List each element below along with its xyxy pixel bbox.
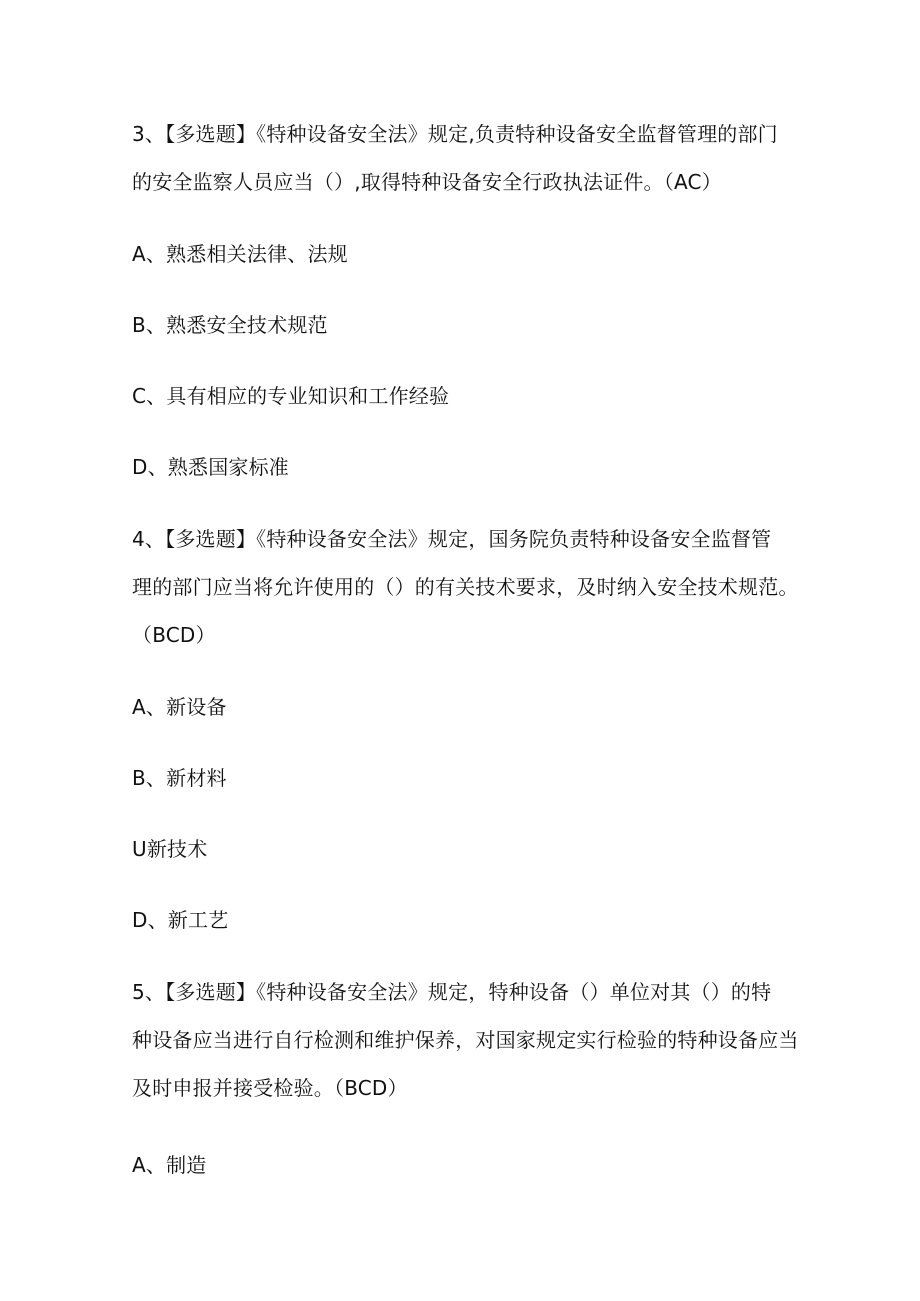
question-3-option-b: B、熟悉安全技术规范 bbox=[132, 313, 328, 337]
question-4-option-c: U新技术 bbox=[132, 837, 208, 861]
question-4-option-a: A、新设备 bbox=[132, 695, 227, 719]
question-3-option-c: C、具有相应的专业知识和工作经验 bbox=[132, 384, 450, 408]
question-4-option-d: D、新工艺 bbox=[132, 908, 229, 932]
question-4-stem-line-1: 4、【多选题】《特种设备安全法》规定，国务院负责特种设备安全监督管 bbox=[132, 527, 772, 551]
question-3-option-a: A、熟悉相关法律、法规 bbox=[132, 242, 348, 266]
question-4-answer: （BCD） bbox=[132, 623, 216, 647]
question-3-option-d: D、熟悉国家标准 bbox=[132, 455, 290, 479]
question-5-stem-line-3: 及时申报并接受检验。（BCD） bbox=[132, 1076, 408, 1100]
question-5-stem-line-2: 种设备应当进行自行检测和维护保养，对国家规定实行检验的特种设备应当 bbox=[132, 1028, 799, 1052]
question-4-stem-line-2: 理的部门应当将允许使用的（）的有关技术要求，及时纳入安全技术规范。 bbox=[132, 575, 799, 599]
question-4-option-b: B、新材料 bbox=[132, 766, 227, 790]
question-5-stem-line-1: 5、【多选题】《特种设备安全法》规定，特种设备（）单位对其（）的特 bbox=[132, 980, 772, 1004]
question-3-stem-line-1: 3、【多选题】《特种设备安全法》规定,负责特种设备安全监督管理的部门 bbox=[132, 122, 778, 146]
question-3-stem-line-2: 的安全监察人员应当（）,取得特种设备安全行政执法证件。（AC） bbox=[132, 170, 722, 194]
question-5-option-a: A、制造 bbox=[132, 1153, 207, 1177]
